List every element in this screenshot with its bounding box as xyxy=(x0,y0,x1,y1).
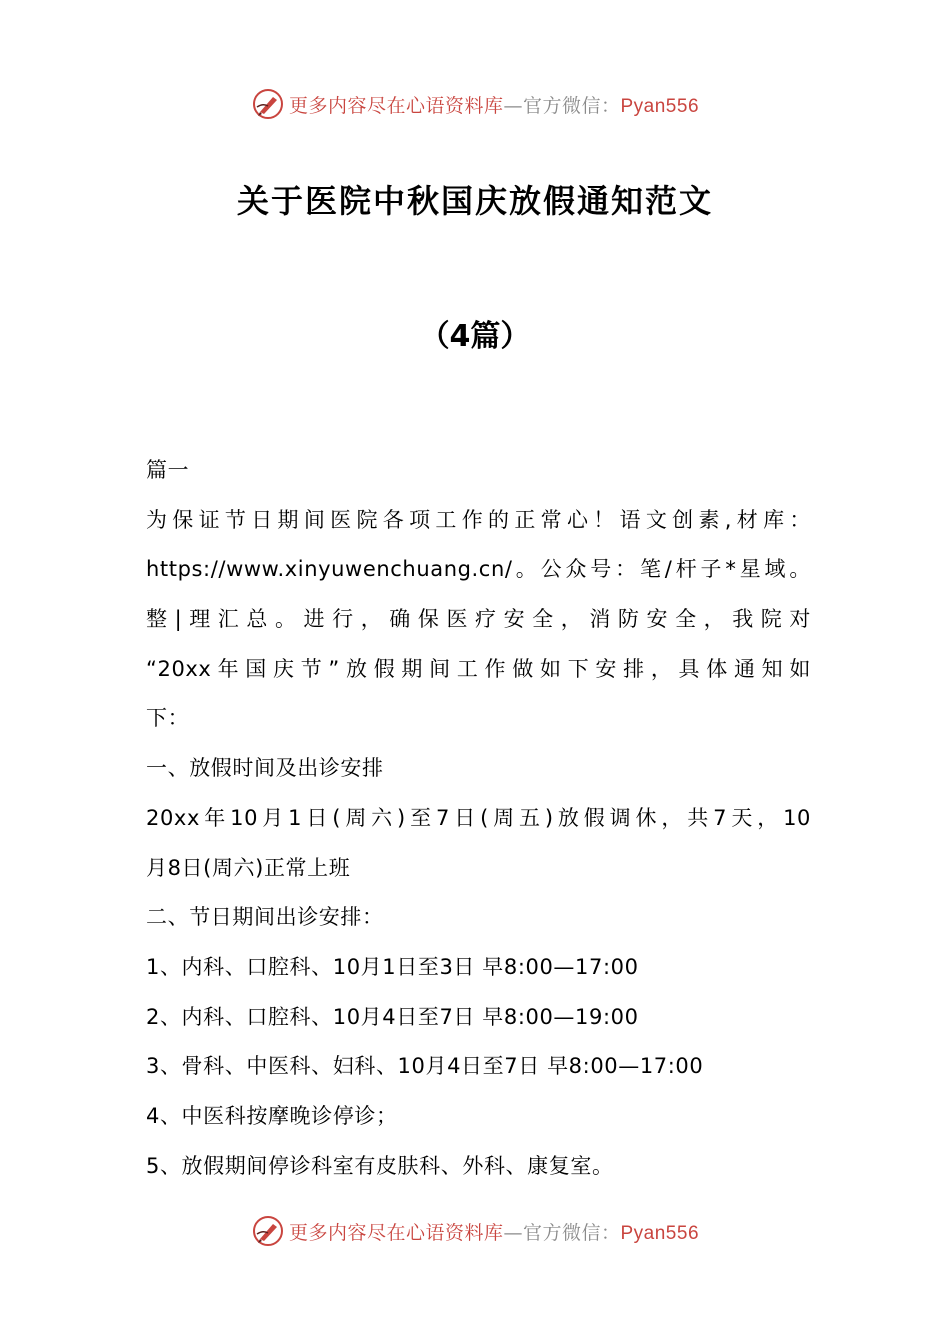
footer-banner xyxy=(0,1211,950,1251)
document-title: 关于医院中秋国庆放假通知范文 xyxy=(236,182,713,220)
banner-wechat-id: Pyan556 xyxy=(620,1222,700,1244)
paragraph-line: 下： xyxy=(146,706,190,731)
banner-wechat-label: 官方微信： xyxy=(522,94,621,117)
document-body xyxy=(146,446,811,1191)
list-item: 2、内科、口腔科、10月4日至7日 早8:00—19:00 xyxy=(146,1004,639,1029)
subheading: 一、放假时间及出诊安排 xyxy=(146,756,384,781)
list-item: 4、中医科按摩晚诊停诊； xyxy=(146,1103,398,1128)
pen-logo-icon xyxy=(251,87,285,121)
section-heading: 篇一 xyxy=(146,458,190,482)
pen-logo-icon xyxy=(251,1214,285,1248)
paragraph-line: 20xx年10月1日(周六)至7日(周五)放假调休，共7天，10 xyxy=(146,805,811,830)
subheading: 二、节日期间出诊安排： xyxy=(146,905,384,930)
banner-wechat-label: 官方微信： xyxy=(522,1221,621,1244)
paragraph-line: 为保证节日期间医院各项工作的正常心！语文创素,材库： xyxy=(146,507,811,532)
banner-dash: — xyxy=(503,94,523,117)
list-item: 1、内科、口腔科、10月1日至3日 早8:00—17:00 xyxy=(146,954,639,979)
header-banner xyxy=(0,84,950,124)
paragraph-line: https://www.xinyuwenchuang.cn/。公众号：笔/杆子*星域。 xyxy=(146,557,811,582)
banner-wechat-id: Pyan556 xyxy=(620,95,700,117)
paragraph-line: 整|理汇总。进行，确保医疗安全，消防安全，我院对 xyxy=(146,607,811,632)
banner-main-text: 更多内容尽在心语资料库 xyxy=(288,94,504,117)
list-item: 3、骨科、中医科、妇科、10月4日至7日 早8:00—17:00 xyxy=(146,1054,704,1079)
list-item: 5、放假期间停诊科室有皮肤科、外科、康复室。 xyxy=(146,1153,614,1178)
paragraph-line: 月8日(周六)正常上班 xyxy=(146,855,351,880)
banner-text xyxy=(289,1218,699,1245)
banner-text xyxy=(289,91,699,118)
banner-dash: — xyxy=(503,1221,523,1244)
paragraph-line: “20xx年国庆节”放假期间工作做如下安排，具体通知如 xyxy=(146,656,811,681)
document-subtitle: （4篇） xyxy=(419,319,531,354)
banner-main-text: 更多内容尽在心语资料库 xyxy=(288,1221,504,1244)
